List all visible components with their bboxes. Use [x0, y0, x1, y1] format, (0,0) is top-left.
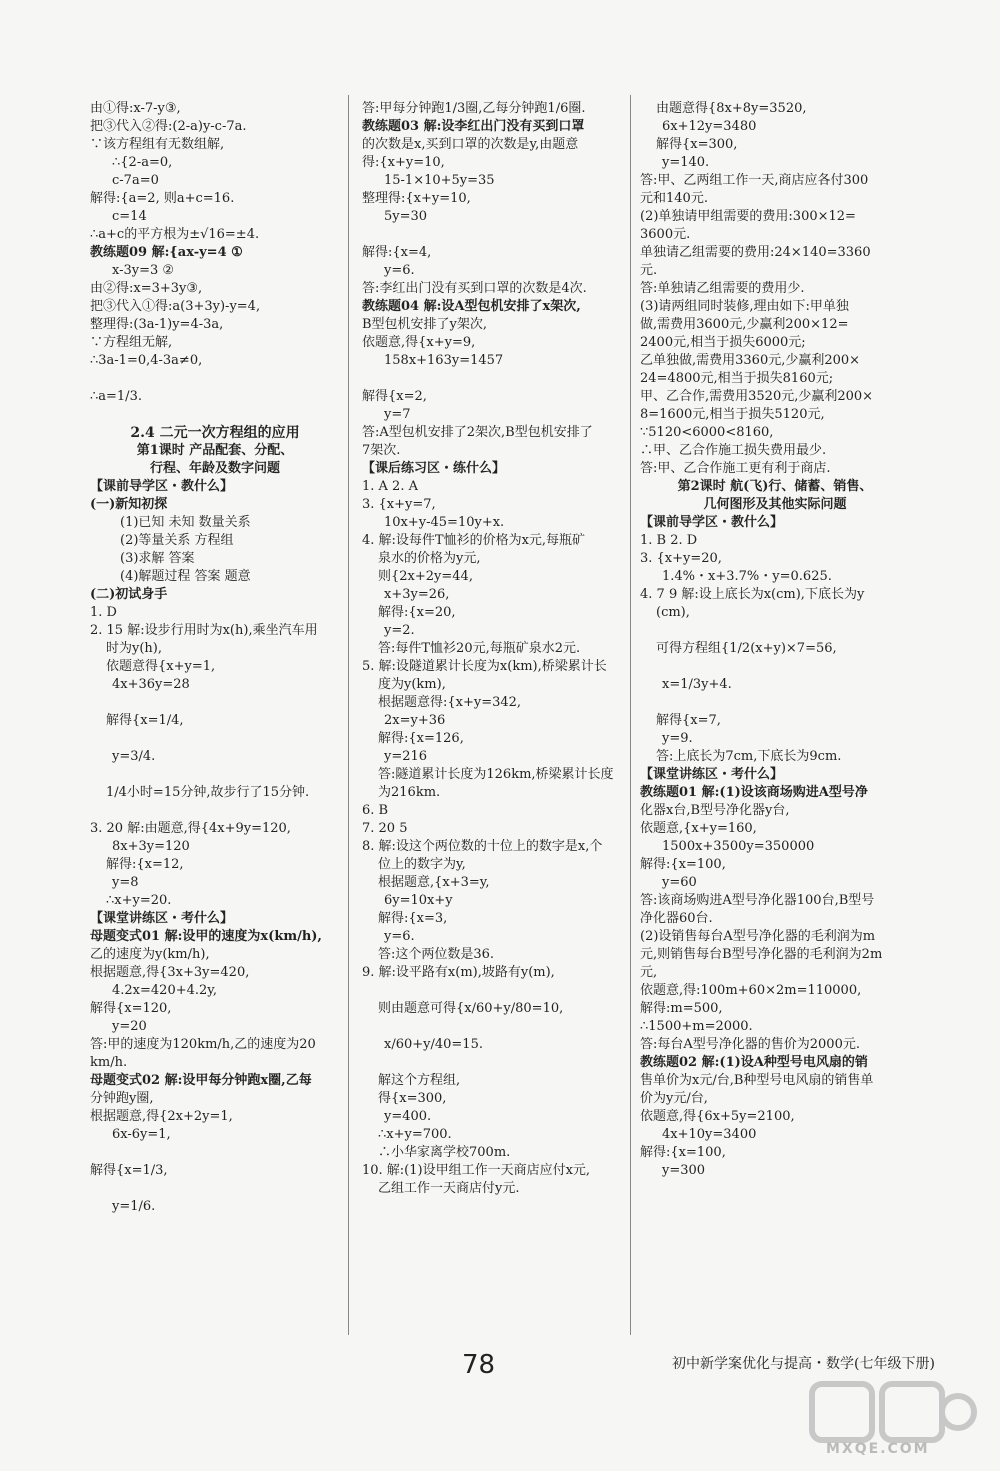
text-line: 解得:{x=100,	[640, 857, 726, 872]
text-line: 乙单独做,需费用3360元,少赢利200×	[640, 353, 861, 368]
text-line: 8x+3y=120	[112, 839, 190, 854]
text-line: 【课前导学区・教什么】	[90, 479, 234, 494]
answer-column-1	[90, 100, 340, 1216]
text-line: 依题意,得{x+y=9,	[362, 335, 476, 350]
text-line: 教练题04 解:设A型包机安排了x架次,	[362, 299, 581, 314]
text-line: 答:单独请乙组需要的费用少.	[640, 281, 805, 296]
text-line: 价为y元/台,	[640, 1091, 708, 1106]
text-line: 解得{x=120,	[90, 1001, 172, 1016]
text-line	[640, 694, 910, 712]
text-line: 解得:{x=12,	[106, 857, 184, 872]
text-line: 158x+163y=1457	[384, 353, 504, 368]
text-line: 解得{x=1/4,	[106, 713, 184, 728]
text-line: y=7	[384, 407, 411, 422]
page-number: 78	[462, 1350, 496, 1380]
text-line	[90, 406, 340, 424]
text-line	[90, 1144, 340, 1162]
text-line: 由②得:x=3+3y③,	[90, 281, 203, 296]
text-line: (4)解题过程 答案 题意	[120, 569, 251, 584]
text-line: 乙的速度为y(km/h),	[90, 947, 210, 962]
text-line: (2)设销售每台A型号净化器的毛利润为m	[640, 929, 876, 944]
text-line: 1. A 2. A	[362, 479, 418, 494]
text-line: 教练题01 解:(1)设该商场购进A型号净	[640, 785, 868, 800]
text-line: 5y=30	[384, 209, 428, 224]
text-line: 答:这个两位数是36.	[378, 947, 495, 962]
text-line: 售单价为x元/台,B种型号电风扇的销售单	[640, 1073, 874, 1088]
text-line: 则由题意可得{x/60+y/80=10,	[378, 1001, 564, 1016]
text-line: 解得{x=2,	[362, 389, 427, 404]
text-line: ∴1500+m=2000.	[640, 1019, 753, 1034]
text-line: 5. 解:设隧道累计长度为x(km),桥梁累计长	[362, 659, 607, 674]
text-line: 把③代入②得:(2-a)y-c-7a.	[90, 119, 247, 134]
text-line: ∴x+y=20.	[106, 893, 172, 908]
text-line: 分钟跑y圈,	[90, 1091, 154, 1106]
text-line: 解得:{a=2, 则a+c=16.	[90, 191, 235, 206]
text-line: 1.4%・x+3.7%・y=0.625.	[662, 569, 832, 584]
text-line: 依题意得{x+y=1,	[106, 659, 216, 674]
text-line	[362, 370, 624, 388]
text-line: x=1/3y+4.	[662, 677, 732, 692]
text-line	[362, 982, 624, 1000]
text-line: 依题意,{x+y=160,	[640, 821, 757, 836]
text-line: 2.4 二元一次方程组的应用	[130, 425, 300, 441]
answer-column-2	[362, 100, 624, 1198]
text-line: 几何图形及其他实际问题	[703, 497, 847, 512]
text-line: 6y=10x+y	[384, 893, 453, 908]
text-line: 10. 解:(1)设甲组工作一天商店应付x元,	[362, 1163, 591, 1178]
answer-column-3	[640, 100, 910, 1180]
text-line: 1. D	[90, 605, 117, 620]
text-line: 10x+y-45=10y+x.	[384, 515, 505, 530]
text-line: 答:甲的速度为120km/h,乙的速度为20	[90, 1037, 316, 1052]
text-line: ∵5120<6000<8160,	[640, 425, 774, 440]
text-line: 6x-6y=1,	[112, 1127, 171, 1142]
text-line	[90, 766, 340, 784]
text-line: 甲、乙合作,需费用3520元,少赢利200×	[640, 389, 874, 404]
text-line: 化器x台,B型号净化器y台,	[640, 803, 790, 818]
text-line: 依题意,得:100m+60×2m=110000,	[640, 983, 862, 998]
text-line: ∵方程组无解,	[90, 335, 173, 350]
text-line: 由①得:x-7-y③,	[90, 101, 181, 116]
text-line: 解得:m=500,	[640, 1001, 723, 1016]
text-line: 答:李红出门没有买到口罩的次数是4次.	[362, 281, 587, 296]
text-line: 解得{x=300,	[656, 137, 738, 152]
text-line: ∴3a-1=0,4-3a≠0,	[90, 353, 203, 368]
text-line: 2x=y+36	[384, 713, 446, 728]
text-line: (1)已知 未知 数量关系	[120, 515, 251, 530]
text-line: x-3y=3 ②	[112, 263, 175, 278]
text-line	[90, 370, 340, 388]
text-line: 根据题意,得{2x+2y=1,	[90, 1109, 233, 1124]
text-line: ∴x+y=700.	[378, 1127, 452, 1142]
text-line: 9. 解:设平路有x(m),坡路有y(m),	[362, 965, 555, 980]
text-line: y=140.	[662, 155, 710, 170]
text-line	[640, 658, 910, 676]
text-line	[90, 1180, 340, 1198]
text-line: 4. 7 9 解:设上底长为x(cm),下底长为y	[640, 587, 865, 602]
text-line: 解得:{x=3,	[378, 911, 448, 926]
text-line: 母题变式02 解:设甲每分钟跑x圈,乙每	[90, 1073, 312, 1088]
text-line: 教练题03 解:设李红出门没有买到口罩	[362, 119, 585, 134]
text-line: c=14	[112, 209, 147, 224]
text-line: 第2课时 航(飞)行、储蓄、销售、	[677, 479, 873, 494]
text-line: 的次数是x,买到口罩的次数是y,由题意	[362, 137, 579, 152]
text-line: 8=1600元,相当于损失5120元,	[640, 407, 825, 422]
text-line: 元.	[640, 263, 658, 278]
text-line: 答:每台A型号净化器的售价为2000元.	[640, 1037, 860, 1052]
text-line: 答:上底长为7cm,下底长为9cm.	[656, 749, 842, 764]
book-title-footer: 初中新学案优化与提高・数学(七年级下册)	[672, 1356, 935, 1372]
text-line	[90, 730, 340, 748]
text-line: 母题变式01 解:设甲的速度为x(km/h),	[90, 929, 322, 944]
text-line: ∴{2-a=0,	[112, 155, 173, 170]
text-line: 第1课时 产品配套、分配、	[136, 443, 294, 458]
text-line: 泉水的价格为y元,	[378, 551, 481, 566]
text-line: 1. B 2. D	[640, 533, 698, 548]
watermark-text: MXQE.COM	[826, 1441, 930, 1457]
text-line: 根据题意得:{x+y=342,	[378, 695, 522, 710]
text-line: 则{2x+2y=44,	[378, 569, 473, 584]
text-line: 4. 解:设每件T恤衫的价格为x元,每瓶矿	[362, 533, 586, 548]
text-line: 整理得:{x+y=10,	[362, 191, 471, 206]
text-line: y=6.	[384, 929, 415, 944]
text-line: 得{x=300,	[378, 1091, 447, 1106]
text-line: (2)等量关系 方程组	[120, 533, 234, 548]
text-line: 乙组工作一天商店付y元.	[378, 1181, 520, 1196]
text-line	[90, 694, 340, 712]
text-line: 3. {x+y=7,	[362, 497, 436, 512]
text-line: 时为y(h),	[106, 641, 162, 656]
text-line: 7. 20 5	[362, 821, 408, 836]
text-line: 净化器60台.	[640, 911, 713, 926]
text-line: c-7a=0	[112, 173, 159, 188]
text-line: 答:甲、乙合作施工更有利于商店.	[640, 461, 831, 476]
text-line: 位上的数字为y,	[378, 857, 466, 872]
text-line	[640, 622, 910, 640]
text-line: 1/4小时=15分钟,故步行了15分钟.	[106, 785, 310, 800]
text-line: 3. {x+y=20,	[640, 551, 722, 566]
text-line: 解得{x=7,	[656, 713, 721, 728]
text-line: 【课后练习区・练什么】	[362, 461, 506, 476]
text-line: 4x+36y=28	[112, 677, 190, 692]
text-line: 度为y(km),	[378, 677, 446, 692]
text-line: 依题意,得{6x+5y=2100,	[640, 1109, 795, 1124]
text-line: (3)求解 答案	[120, 551, 195, 566]
text-line: ∴小华家离学校700m.	[378, 1145, 511, 1160]
text-line: 解得:{x=4,	[362, 245, 432, 260]
text-line: y=400.	[384, 1109, 432, 1124]
column-divider	[630, 95, 631, 1335]
text-line: y=1/6.	[112, 1199, 156, 1214]
text-line: 【课堂讲练区・考什么】	[640, 767, 784, 782]
text-line: 15-1×10+5y=35	[384, 173, 495, 188]
text-line: y=9.	[662, 731, 693, 746]
text-line: 做,需费用3600元,少赢利200×12=	[640, 317, 849, 332]
text-line: 【课前导学区・教什么】	[640, 515, 784, 530]
text-line: 由题意得{8x+8y=3520,	[656, 101, 807, 116]
text-line: 解得:{x=100,	[640, 1145, 726, 1160]
text-line: 答:每件T恤衫20元,每瓶矿泉水2元.	[378, 641, 581, 656]
text-line: y=20	[112, 1019, 147, 1034]
text-line: 教练题09 解:{ax-y=4 ①	[90, 245, 243, 260]
text-line: 答:该商场购进A型号净化器100台,B型号	[640, 893, 875, 908]
text-line: 24=4800元,相当于损失8160元;	[640, 371, 834, 386]
text-line: 可得方程组{1/2(x+y)×7=56,	[656, 641, 837, 656]
text-line: ∴甲、乙合作施工损失费用最少.	[640, 443, 827, 458]
text-line: 4.2x=420+4.2y,	[112, 983, 218, 998]
text-line: 2. 15 解:设步行用时为x(h),乘坐汽车用	[90, 623, 318, 638]
text-line	[362, 1054, 624, 1072]
text-line: 单独请乙组需要的费用:24×140=3360	[640, 245, 871, 260]
text-line: 元和140元.	[640, 191, 708, 206]
text-line: 解得:{x=126,	[378, 731, 464, 746]
text-line: y=300	[662, 1163, 706, 1178]
text-line: 1500x+3500y=350000	[662, 839, 815, 854]
text-line: y=6.	[384, 263, 415, 278]
text-line: 元,则销售每台B型号净化器的毛利润为2m	[640, 947, 883, 962]
text-line: km/h.	[90, 1055, 128, 1070]
text-line: (二)初试身手	[90, 587, 168, 602]
text-line: x/60+y/40=15.	[384, 1037, 483, 1052]
text-line: 3600元.	[640, 227, 691, 242]
text-line: 解得{x=1/3,	[90, 1163, 168, 1178]
text-line: 7架次.	[362, 443, 401, 458]
text-line: 解得:{x=20,	[378, 605, 456, 620]
text-line: 2400元,相当于损失6000元;	[640, 335, 806, 350]
text-line: ∵该方程组有无数组解,	[90, 137, 225, 152]
text-line: ∴a+c的平方根为±√16=±4.	[90, 227, 260, 242]
text-line: y=60	[662, 875, 697, 890]
text-line: (3)请两组同时装修,理由如下:甲单独	[640, 299, 849, 314]
text-line: 得:{x+y=10,	[362, 155, 445, 170]
text-line: (2)单独请甲组需要的费用:300×12=	[640, 209, 856, 224]
text-line: 根据题意,{x+3=y,	[378, 875, 490, 890]
text-line: 答:A型包机安排了2架次,B型包机安排了	[362, 425, 593, 440]
text-line: 答:甲每分钟跑1/3圈,乙每分钟跑1/6圈.	[362, 101, 586, 116]
column-divider	[348, 95, 349, 1335]
text-line: 根据题意,得{3x+3y=420,	[90, 965, 250, 980]
text-line: 6x+12y=3480	[662, 119, 757, 134]
text-line: y=2.	[384, 623, 415, 638]
text-line: 4x+10y=3400	[662, 1127, 757, 1142]
text-line: 答:隧道累计长度为126km,桥梁累计长度	[378, 767, 614, 782]
text-line: y=8	[112, 875, 139, 890]
text-line: 为216km.	[378, 785, 441, 800]
text-line: y=216	[384, 749, 428, 764]
text-line: 3. 20 解:由题意,得{4x+9y=120,	[90, 821, 291, 836]
text-line: (一)新知初探	[90, 497, 168, 512]
text-line: 元,	[640, 965, 658, 980]
text-line: 教练题02 解:(1)设A种型号电风扇的销	[640, 1055, 868, 1070]
text-line: x+3y=26,	[384, 587, 450, 602]
text-line: 解这个方程组,	[378, 1073, 461, 1088]
text-line	[362, 226, 624, 244]
text-line: 把③代入①得:a(3+3y)-y=4,	[90, 299, 261, 314]
text-line: 答:甲、乙两组工作一天,商店应各付300	[640, 173, 869, 188]
text-line: B型包机安排了y架次,	[362, 317, 488, 332]
text-line	[362, 1018, 624, 1036]
text-line: 6. B	[362, 803, 389, 818]
text-line	[90, 802, 340, 820]
text-line: 整理得:(3a-1)y=4-3a,	[90, 317, 224, 332]
text-line: 8. 解:设这个两位数的十位上的数字是x,个	[362, 839, 603, 854]
text-line: (cm),	[656, 605, 690, 620]
text-line: y=3/4.	[112, 749, 156, 764]
text-line: 行程、年龄及数字问题	[149, 461, 280, 476]
text-line: 【课堂讲练区・考什么】	[90, 911, 234, 926]
text-line: ∴a=1/3.	[90, 389, 142, 404]
